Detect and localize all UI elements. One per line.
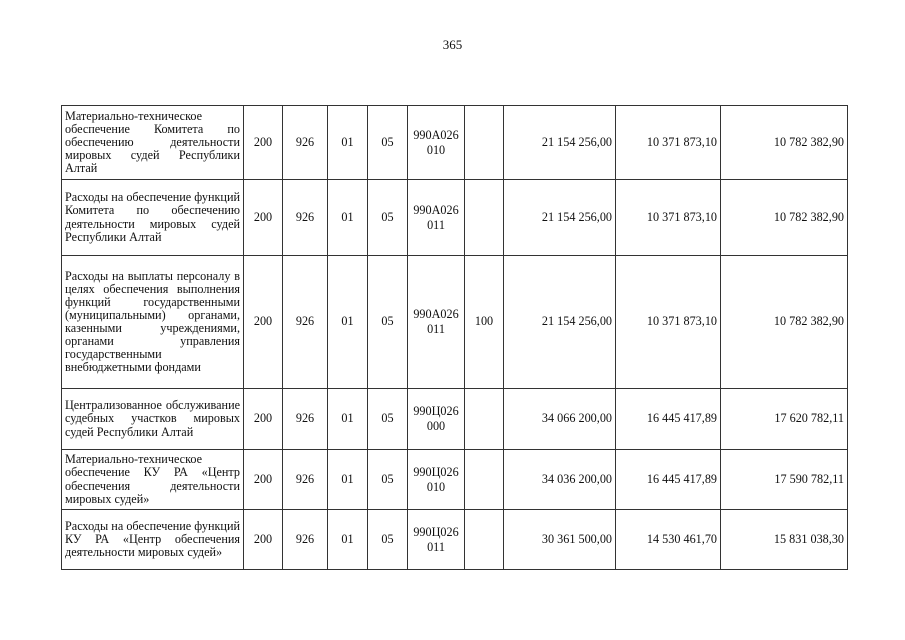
- ministry-code-cell: 926: [283, 180, 328, 256]
- amount-1-cell: 21 154 256,00: [504, 106, 616, 180]
- subsection-code-cell: 05: [368, 180, 408, 256]
- column-200-cell: 200: [244, 510, 283, 570]
- ministry-code-cell: 926: [283, 256, 328, 389]
- expense-type-cell: [465, 389, 504, 450]
- table-row: [62, 180, 848, 256]
- amount-2-cell: 10 371 873,10: [616, 256, 721, 389]
- target-article-part1: 990Ц026: [413, 464, 459, 479]
- budget-table: [61, 105, 848, 570]
- expense-type-cell: [465, 106, 504, 180]
- amount-1-cell: 34 036 200,00: [504, 450, 616, 510]
- subsection-code-cell: 05: [368, 256, 408, 389]
- amount-2-cell: 10 371 873,10: [616, 106, 721, 180]
- amount-3-cell: 15 831 038,30: [721, 510, 848, 570]
- amount-3-cell: 10 782 382,90: [721, 106, 848, 180]
- ministry-code-cell: 926: [283, 106, 328, 180]
- row-name-cell: Расходы на выплаты персоналу в целях обеспечения выполнения функций государственными (муниципальными) органами, казенными учреждениями, органами управления государственными внебюджетными фондами: [62, 256, 244, 389]
- row-name-cell: Материально-техническое обеспечение Комитета по обеспечению деятельности мировых судей Республики Алтай: [62, 106, 244, 180]
- table-row: [62, 106, 848, 180]
- section-code-cell: 01: [328, 106, 368, 180]
- amount-2-cell: 10 371 873,10: [616, 180, 721, 256]
- target-article-part1: 990А026: [413, 307, 459, 321]
- page-number: 365: [442, 37, 463, 52]
- expense-type-cell: [465, 450, 504, 510]
- column-200-cell: 200: [244, 106, 283, 180]
- amount-3-cell: 17 620 782,11: [721, 389, 848, 450]
- section-code-cell: 01: [328, 256, 368, 389]
- target-article-cell: [408, 106, 465, 180]
- amount-3-cell: 10 782 382,90: [721, 256, 848, 389]
- row-name-cell: Расходы на обеспечение функций Комитета по обеспечению деятельности мировых судей Республики Алтай: [62, 180, 244, 256]
- ministry-code-cell: 926: [283, 389, 328, 450]
- column-200-cell: 200: [244, 389, 283, 450]
- table-row: [62, 510, 848, 570]
- column-200-cell: 200: [244, 180, 283, 256]
- subsection-code-cell: 05: [368, 389, 408, 450]
- subsection-code-cell: 05: [368, 450, 408, 510]
- expense-type-cell: [465, 510, 504, 570]
- target-article-part2: 010: [426, 479, 446, 494]
- amount-1-cell: 34 066 200,00: [504, 389, 616, 450]
- column-200-cell: 200: [244, 256, 283, 389]
- target-article-part2: 011: [427, 322, 445, 336]
- target-article-cell: [408, 450, 465, 510]
- target-article-part2: 000: [426, 419, 446, 433]
- subsection-code-cell: 05: [368, 106, 408, 180]
- amount-2-cell: 14 530 461,70: [616, 510, 721, 570]
- target-article-cell: [408, 510, 465, 570]
- ministry-code-cell: 926: [283, 510, 328, 570]
- target-article-part1: 990А026: [413, 202, 459, 217]
- section-code-cell: 01: [328, 389, 368, 450]
- amount-3-cell: 10 782 382,90: [721, 180, 848, 256]
- target-article-part1: 990А026: [413, 127, 459, 142]
- target-article-part2: 011: [427, 539, 445, 554]
- subsection-code-cell: 05: [368, 510, 408, 570]
- target-article-part2: 011: [427, 217, 445, 232]
- row-name-cell: Централизованное обслуживание судебных участков мировых судей Республики Алтай: [62, 389, 244, 450]
- target-article-cell: [408, 180, 465, 256]
- section-code-cell: 01: [328, 450, 368, 510]
- target-article-part2: 010: [426, 142, 446, 157]
- ministry-code-cell: 926: [283, 450, 328, 510]
- amount-1-cell: 21 154 256,00: [504, 180, 616, 256]
- target-article-cell: [408, 256, 465, 389]
- table-row: [62, 256, 848, 389]
- section-code-cell: 01: [328, 510, 368, 570]
- section-code-cell: 01: [328, 180, 368, 256]
- amount-1-cell: 30 361 500,00: [504, 510, 616, 570]
- row-name-cell: Материально-техническое обеспечение КУ РА «Центр обеспечения деятельности мировых судей»: [62, 450, 244, 510]
- target-article-part1: 990Ц026: [413, 524, 459, 539]
- target-article-cell: [408, 389, 465, 450]
- expense-type-cell: 100: [465, 256, 504, 389]
- amount-2-cell: 16 445 417,89: [616, 389, 721, 450]
- column-200-cell: 200: [244, 450, 283, 510]
- target-article-part1: 990Ц026: [413, 404, 459, 418]
- amount-3-cell: 17 590 782,11: [721, 450, 848, 510]
- amount-2-cell: 16 445 417,89: [616, 450, 721, 510]
- table-row: [62, 389, 848, 450]
- amount-1-cell: 21 154 256,00: [504, 256, 616, 389]
- row-name-cell: Расходы на обеспечение функций КУ РА «Центр обеспечения деятельности мировых судей»: [62, 510, 244, 570]
- expense-type-cell: [465, 180, 504, 256]
- table-row: [62, 450, 848, 510]
